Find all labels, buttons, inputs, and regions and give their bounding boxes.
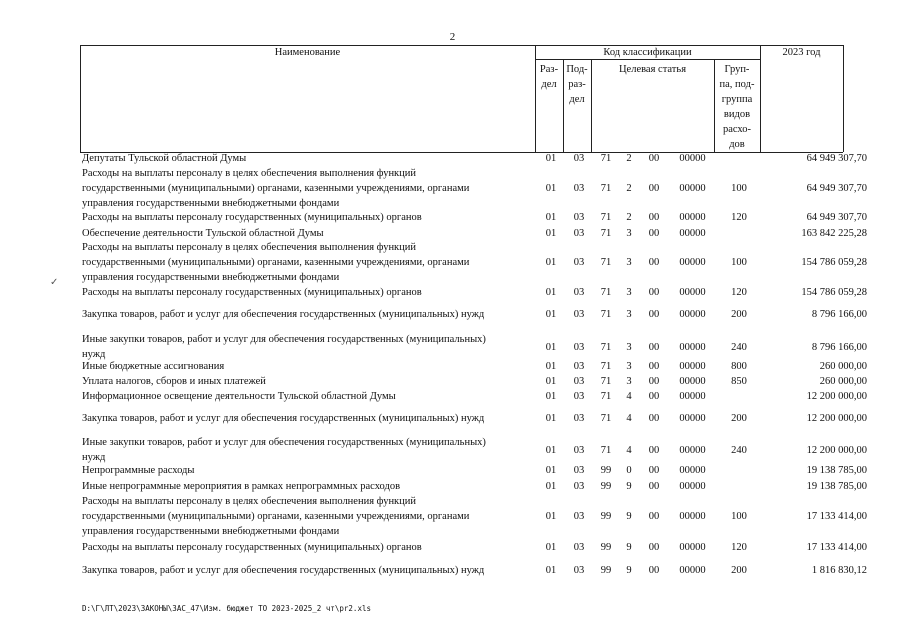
row-name: Закупка товаров, работ и услуг для обеспечения государственных (муниципальных) нужд (82, 565, 485, 576)
row-code-pr: 03 (573, 153, 585, 164)
row-code-vr: 120 (731, 287, 747, 298)
row-amount: 8 796 166,00 (811, 309, 867, 320)
row-code-rz: 01 (545, 361, 557, 372)
row-code-t1: 99 (600, 511, 612, 522)
row-code-t2: 3 (626, 228, 632, 239)
row-code-t3: 00 (648, 511, 660, 522)
header-expense-group: Груп- па, под- группа видов расхо- дов (719, 64, 755, 150)
row-code-t3: 00 (648, 465, 660, 476)
row-code-t3: 00 (648, 309, 660, 320)
row-code-t4: 00000 (679, 413, 706, 424)
row-name: Расходы на выплаты персоналу в целях обеспечения выполнения функций государственными (муниципальными) органами, казенными учреждениями, органами управления государственными внебюджетными фондами (82, 168, 470, 209)
row-code-t4: 00000 (679, 341, 706, 353)
row-code-pr: 03 (573, 183, 585, 194)
row-amount: 17 133 414,00 (806, 542, 867, 553)
row-code-t3: 00 (648, 183, 660, 194)
table-row (82, 332, 867, 362)
table-row (82, 210, 867, 225)
row-code-t1: 71 (600, 391, 612, 402)
row-code-t2: 3 (626, 361, 632, 372)
row-code-t1: 71 (600, 257, 612, 268)
row-code-rz: 01 (545, 287, 557, 298)
row-code-t1: 71 (600, 183, 612, 194)
row-code-t2: 0 (626, 465, 632, 476)
table-row (82, 285, 867, 300)
row-code-t4: 00000 (679, 183, 706, 194)
row-code-t1: 71 (600, 309, 612, 320)
table-header (80, 45, 843, 152)
row-code-vr: 800 (731, 361, 747, 372)
row-code-t3: 00 (648, 481, 660, 492)
row-code-rz: 01 (545, 542, 557, 553)
row-name: Информационное освещение деятельности Тульской областной Думы (82, 391, 396, 402)
row-code-rz: 01 (545, 257, 557, 268)
row-code-t1: 71 (600, 376, 612, 387)
table-row (82, 307, 867, 322)
row-code-t4: 00000 (679, 481, 706, 492)
row-amount: 8 796 166,00 (811, 341, 867, 353)
row-code-t1: 71 (600, 444, 612, 456)
row-code-pr: 03 (573, 565, 585, 576)
table-row (82, 359, 867, 374)
row-code-t4: 00000 (679, 542, 706, 553)
row-code-pr: 03 (573, 309, 585, 320)
row-code-t2: 4 (626, 391, 632, 402)
header-name: Наименование (274, 47, 341, 58)
row-code-t4: 00000 (679, 287, 706, 298)
row-code-t4: 00000 (679, 511, 706, 522)
row-code-pr: 03 (573, 257, 585, 268)
row-code-t2: 9 (626, 565, 632, 576)
row-code-vr: 850 (731, 376, 747, 387)
row-name: Обеспечение деятельности Тульской областной Думы (82, 228, 324, 239)
row-code-t2: 4 (626, 413, 632, 424)
row-name: Депутаты Тульской областной Думы (82, 153, 247, 164)
row-code-rz: 01 (545, 391, 557, 402)
row-code-t4: 00000 (679, 565, 706, 576)
row-code-pr: 03 (573, 228, 585, 239)
row-amount: 260 000,00 (819, 361, 867, 372)
row-amount: 19 138 785,00 (806, 481, 867, 492)
row-code-t1: 71 (600, 413, 612, 424)
header-target-article: Целевая статья (618, 64, 687, 75)
header-subsection: Под- раз- дел (566, 64, 588, 105)
row-code-rz: 01 (545, 341, 557, 353)
row-code-t1: 99 (600, 481, 612, 492)
row-code-t1: 71 (600, 212, 612, 223)
row-code-rz: 01 (545, 153, 557, 164)
row-code-t4: 00000 (679, 465, 706, 476)
row-code-vr: 200 (731, 309, 747, 320)
row-name: Иные закупки товаров, работ и услуг для обеспечения государственных (муниципальных) нужд (82, 437, 486, 463)
table-row (82, 151, 867, 166)
row-code-pr: 03 (573, 542, 585, 553)
row-code-t3: 00 (648, 376, 660, 387)
row-code-t3: 00 (648, 542, 660, 553)
row-code-rz: 01 (545, 465, 557, 476)
row-amount: 12 200 000,00 (806, 391, 867, 402)
row-code-pr: 03 (573, 361, 585, 372)
row-code-t4: 00000 (679, 212, 706, 223)
row-code-t4: 00000 (679, 361, 706, 372)
row-code-t1: 71 (600, 341, 612, 353)
row-code-pr: 03 (573, 481, 585, 492)
row-code-pr: 03 (573, 212, 585, 223)
row-code-pr: 03 (573, 413, 585, 424)
row-code-t4: 00000 (679, 257, 706, 268)
row-code-t4: 00000 (679, 444, 706, 456)
row-code-t3: 00 (648, 565, 660, 576)
row-code-vr: 200 (731, 413, 747, 424)
row-amount: 64 949 307,70 (806, 183, 867, 194)
row-code-vr: 240 (731, 341, 747, 353)
row-code-t3: 00 (648, 444, 660, 456)
row-code-rz: 01 (545, 511, 557, 522)
table-row (82, 494, 867, 539)
row-code-t4: 00000 (679, 309, 706, 320)
row-code-rz: 01 (545, 183, 557, 194)
row-code-rz: 01 (545, 565, 557, 576)
row-code-vr: 200 (731, 565, 747, 576)
row-code-t3: 00 (648, 228, 660, 239)
row-code-t1: 99 (600, 542, 612, 553)
row-name: Непрограммные расходы (82, 465, 195, 476)
header-year: 2023 год (782, 47, 821, 58)
row-code-t2: 3 (626, 257, 632, 268)
row-code-rz: 01 (545, 481, 557, 492)
row-amount: 12 200 000,00 (806, 444, 867, 456)
row-code-rz: 01 (545, 228, 557, 239)
table-row (82, 411, 867, 426)
header-code: Код классификации (603, 47, 692, 58)
row-code-t1: 71 (600, 153, 612, 164)
row-code-t2: 2 (626, 212, 632, 223)
row-code-t4: 00000 (679, 153, 706, 164)
table-row (82, 374, 867, 389)
row-code-t3: 00 (648, 287, 660, 298)
page-number: 2 (449, 31, 456, 43)
row-code-t3: 00 (648, 361, 660, 372)
row-code-vr: 120 (731, 542, 747, 553)
row-name: Расходы на выплаты персоналу государственных (муниципальных) органов (82, 212, 422, 223)
row-amount: 12 200 000,00 (806, 413, 867, 424)
row-code-t2: 9 (626, 542, 632, 553)
row-code-t1: 71 (600, 287, 612, 298)
row-code-t2: 3 (626, 341, 632, 353)
row-code-t2: 3 (626, 376, 632, 387)
row-name: Уплата налогов, сборов и иных платежей (82, 376, 266, 387)
row-code-t1: 99 (600, 565, 612, 576)
row-amount: 260 000,00 (819, 376, 867, 387)
row-code-t3: 00 (648, 153, 660, 164)
row-name: Иные бюджетные ассигнования (82, 361, 225, 372)
table-row (82, 540, 867, 555)
row-name: Расходы на выплаты персоналу в целях обеспечения выполнения функций государственными (муниципальными) органами, казенными учреждениями, органами управления государственными внебюджетными фондами (82, 496, 470, 537)
row-code-vr: 120 (731, 212, 747, 223)
row-code-pr: 03 (573, 341, 585, 353)
row-code-pr: 03 (573, 376, 585, 387)
row-code-pr: 03 (573, 444, 585, 456)
row-code-t3: 00 (648, 391, 660, 402)
row-code-t4: 00000 (679, 376, 706, 387)
row-name: Закупка товаров, работ и услуг для обеспечения государственных (муниципальных) нужд (82, 309, 485, 320)
row-code-t2: 9 (626, 511, 632, 522)
row-code-t4: 00000 (679, 228, 706, 239)
row-code-t2: 2 (626, 183, 632, 194)
row-amount: 154 786 059,28 (801, 287, 867, 298)
row-name: Расходы на выплаты персоналу государственных (муниципальных) органов (82, 287, 422, 298)
row-code-t1: 99 (600, 465, 612, 476)
row-code-rz: 01 (545, 212, 557, 223)
row-code-rz: 01 (545, 309, 557, 320)
row-code-t2: 4 (626, 444, 632, 456)
row-code-pr: 03 (573, 287, 585, 298)
row-amount: 154 786 059,28 (801, 257, 867, 268)
row-code-t1: 71 (600, 361, 612, 372)
row-amount: 163 842 225,28 (801, 228, 867, 239)
row-amount: 19 138 785,00 (806, 465, 867, 476)
row-amount: 64 949 307,70 (806, 153, 867, 164)
row-code-vr: 100 (731, 183, 747, 194)
row-code-pr: 03 (573, 511, 585, 522)
table-row (82, 463, 867, 478)
row-name: Закупка товаров, работ и услуг для обеспечения государственных (муниципальных) нужд (82, 413, 485, 424)
row-code-t2: 3 (626, 309, 632, 320)
row-code-t1: 71 (600, 228, 612, 239)
table-row (82, 226, 867, 241)
row-name: Расходы на выплаты персоналу в целях обеспечения выполнения функций государственными (муниципальными) органами, казенными учреждениями, органами управления государственными внебюджетными фондами (82, 242, 470, 283)
table-row (82, 240, 867, 285)
row-name: Иные закупки товаров, работ и услуг для обеспечения государственных (муниципальных) нужд (82, 334, 486, 360)
row-name: Иные непрограммные мероприятия в рамках непрограммных расходов (82, 481, 401, 492)
row-code-vr: 100 (731, 257, 747, 268)
row-amount: 64 949 307,70 (806, 212, 867, 223)
header-section: Раз- дел (539, 64, 559, 90)
row-code-pr: 03 (573, 465, 585, 476)
row-code-t2: 9 (626, 481, 632, 492)
row-code-t2: 2 (626, 153, 632, 164)
row-code-t4: 00000 (679, 391, 706, 402)
row-code-t3: 00 (648, 341, 660, 353)
table-row (82, 435, 867, 465)
row-code-rz: 01 (545, 413, 557, 424)
row-code-pr: 03 (573, 391, 585, 402)
row-name: Расходы на выплаты персоналу государственных (муниципальных) органов (82, 542, 422, 553)
margin-mark: ✓ (50, 277, 59, 288)
table-row (82, 389, 867, 404)
row-code-rz: 01 (545, 376, 557, 387)
row-amount: 1 816 830,12 (811, 565, 867, 576)
table-row (82, 479, 867, 494)
row-code-t2: 3 (626, 287, 632, 298)
row-code-rz: 01 (545, 444, 557, 456)
row-code-t3: 00 (648, 212, 660, 223)
table-row (82, 563, 867, 578)
table-row (82, 166, 867, 211)
row-code-t3: 00 (648, 257, 660, 268)
file-path-footer: D:\Г\ЛТ\2023\ЗАКОНЫ\ЗАС_47\Изм. бюджет ТО 2023-2025_2 чт\pr2.xls (82, 604, 371, 613)
row-code-vr: 100 (731, 511, 747, 522)
row-code-vr: 240 (731, 444, 747, 456)
row-code-t3: 00 (648, 413, 660, 424)
row-amount: 17 133 414,00 (806, 511, 867, 522)
